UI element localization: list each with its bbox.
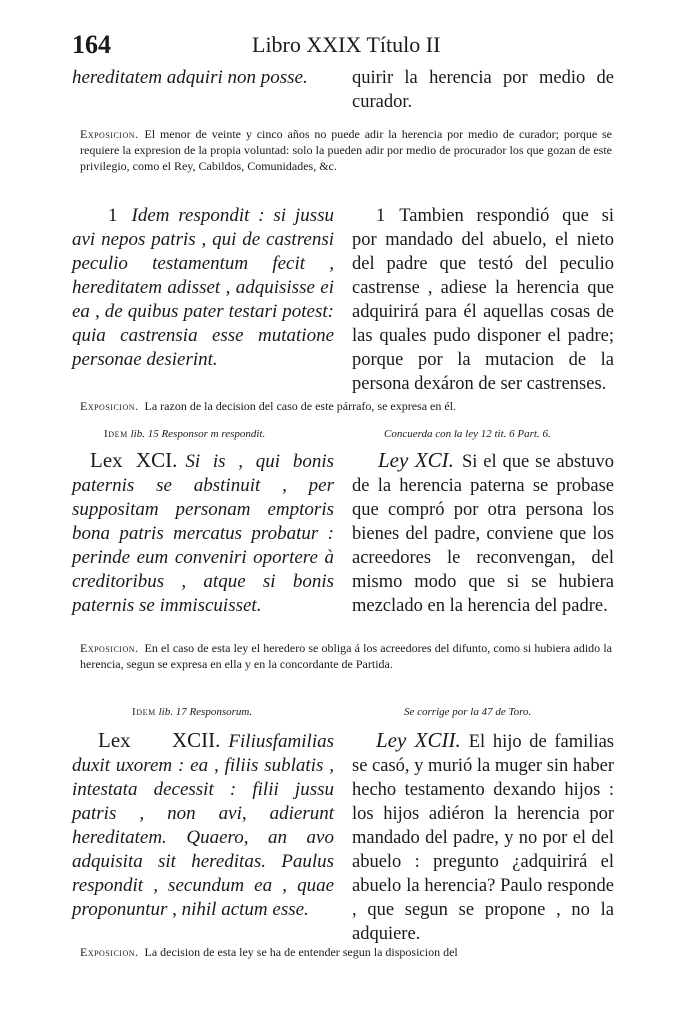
spanish-concordance-92: Se corrige por la 47 de Toro.: [404, 706, 532, 718]
spanish-text: Si el que se abstuvo de la herencia paterna se probase que compró por otra persona los bienes del padre, conviene que los acreedores le reconvengan, del mismo modo que si se hubiera mezclado en la herencia del padre.: [352, 452, 615, 616]
exposicion-label: Exposicion.: [80, 945, 139, 959]
ref-text: lib. 17 Responsorum.: [158, 706, 253, 718]
exposicion-text: En el caso de esta ley el heredero se obliga á los acreedores del difunto, como si hubiera adido la herencia, segun se expresa en ella y en la concordante de Partida.: [80, 641, 612, 671]
exposicion-3: [80, 640, 612, 672]
ley-heading: Ley XCII.: [376, 728, 461, 752]
running-head: Libro XXIX Título II: [252, 32, 441, 57]
spanish-concordance-91: Concuerda con la ley 12 tit. 6 Part. 6.: [384, 428, 551, 440]
latin-source-reference-91: [104, 428, 265, 440]
spanish-text: Tambien respondió que si por mandado del abuelo, el nieto del padre que testó del peculio castrense , adiese la herencia que adquirirá para él aquellas cosas de las quales pudo disponer el padre; porque por la mutacion de la persona dexáron de ser castrenses.: [352, 206, 614, 394]
exposicion-text: La decision de esta ley se ha de entender segun la disposicion del: [144, 945, 458, 959]
page-header: [72, 30, 612, 62]
exposicion-text: El menor de veinte y cinco años no puede adir la herencia por medio de curador; porque se requiere la expresion de la propia voluntad: solo la pueden adir por medio de procurador los que gozan de este privilegio, como el Rey, Cabildos, Comunidades, &c.: [80, 127, 612, 173]
latin-text: Filiusfamilias duxit uxorem : ea , filiis sublatis , intestata decessit : filii jussu patris , non avi, adierunt hereditatem. Quaero, an avo adquisita sit hereditas. Paulus respondit , secundum ea , quae proponuntur , nihil actum esse.: [72, 731, 334, 920]
exposicion-label: Exposicion.: [80, 641, 139, 655]
ref-author: Idem: [132, 706, 156, 718]
latin-paragraph-1: [72, 204, 334, 372]
lex-heading: Lex XCII.: [98, 728, 221, 752]
ref-author: Idem: [104, 428, 128, 440]
latin-lex-92: [72, 728, 334, 922]
spanish-ley-92: [352, 728, 614, 946]
exposicion-text: La razon de la decision del caso de este párrafo, se expresa en él.: [144, 399, 457, 413]
ref-text: lib. 15 Responsor m respondit.: [130, 428, 266, 440]
spanish-paragraph-1: [352, 204, 614, 396]
exposicion-1: [80, 126, 612, 174]
spanish-text: El hijo de familias se casó, y murió la muger sin haber hecho testamento dexando hijos : los hijos adiéron la herencia por mandado del padre, y no por el del abuelo : pregunto ¿adquirirá el abuelo la herencia? Paulo responde , que segun se propone , no la adquiere.: [352, 732, 615, 944]
paragraph-number: 1: [376, 206, 386, 226]
latin-continuation: hereditatem adquiri non posse.: [72, 67, 308, 88]
spanish-ley-91: [352, 448, 614, 618]
page-number: 164: [72, 30, 111, 59]
exposicion-2: [80, 398, 612, 414]
lex-heading: Lex XCI.: [90, 448, 178, 472]
latin-source-reference-92: [132, 706, 252, 718]
exposicion-label: Exposicion.: [80, 399, 139, 413]
exposicion-4: [80, 944, 612, 960]
ley-heading: Ley XCI.: [378, 448, 454, 472]
spanish-continuation: quirir la herencia por medio de curador.: [352, 68, 614, 112]
latin-lex-91: [72, 448, 334, 618]
paragraph-number: 1: [108, 205, 118, 226]
latin-text: Idem respondit : si jussu avi nepos patris , qui de castrensi peculio testamentum fecit , hereditatem adisset , adquisisse ei ea , de quibus pater testari potest: quia castrensia esse mutatione personae desierint.: [72, 205, 334, 370]
latin-text: Si is , qui bonis paternis se abstinuit , per suppositam personam emptoris bona patris mercatus probatur : perinde eum conveniri oportere à creditoribus , atque si bonis paternis se immiscuisset.: [72, 451, 334, 616]
exposicion-label: Exposicion.: [80, 127, 139, 141]
